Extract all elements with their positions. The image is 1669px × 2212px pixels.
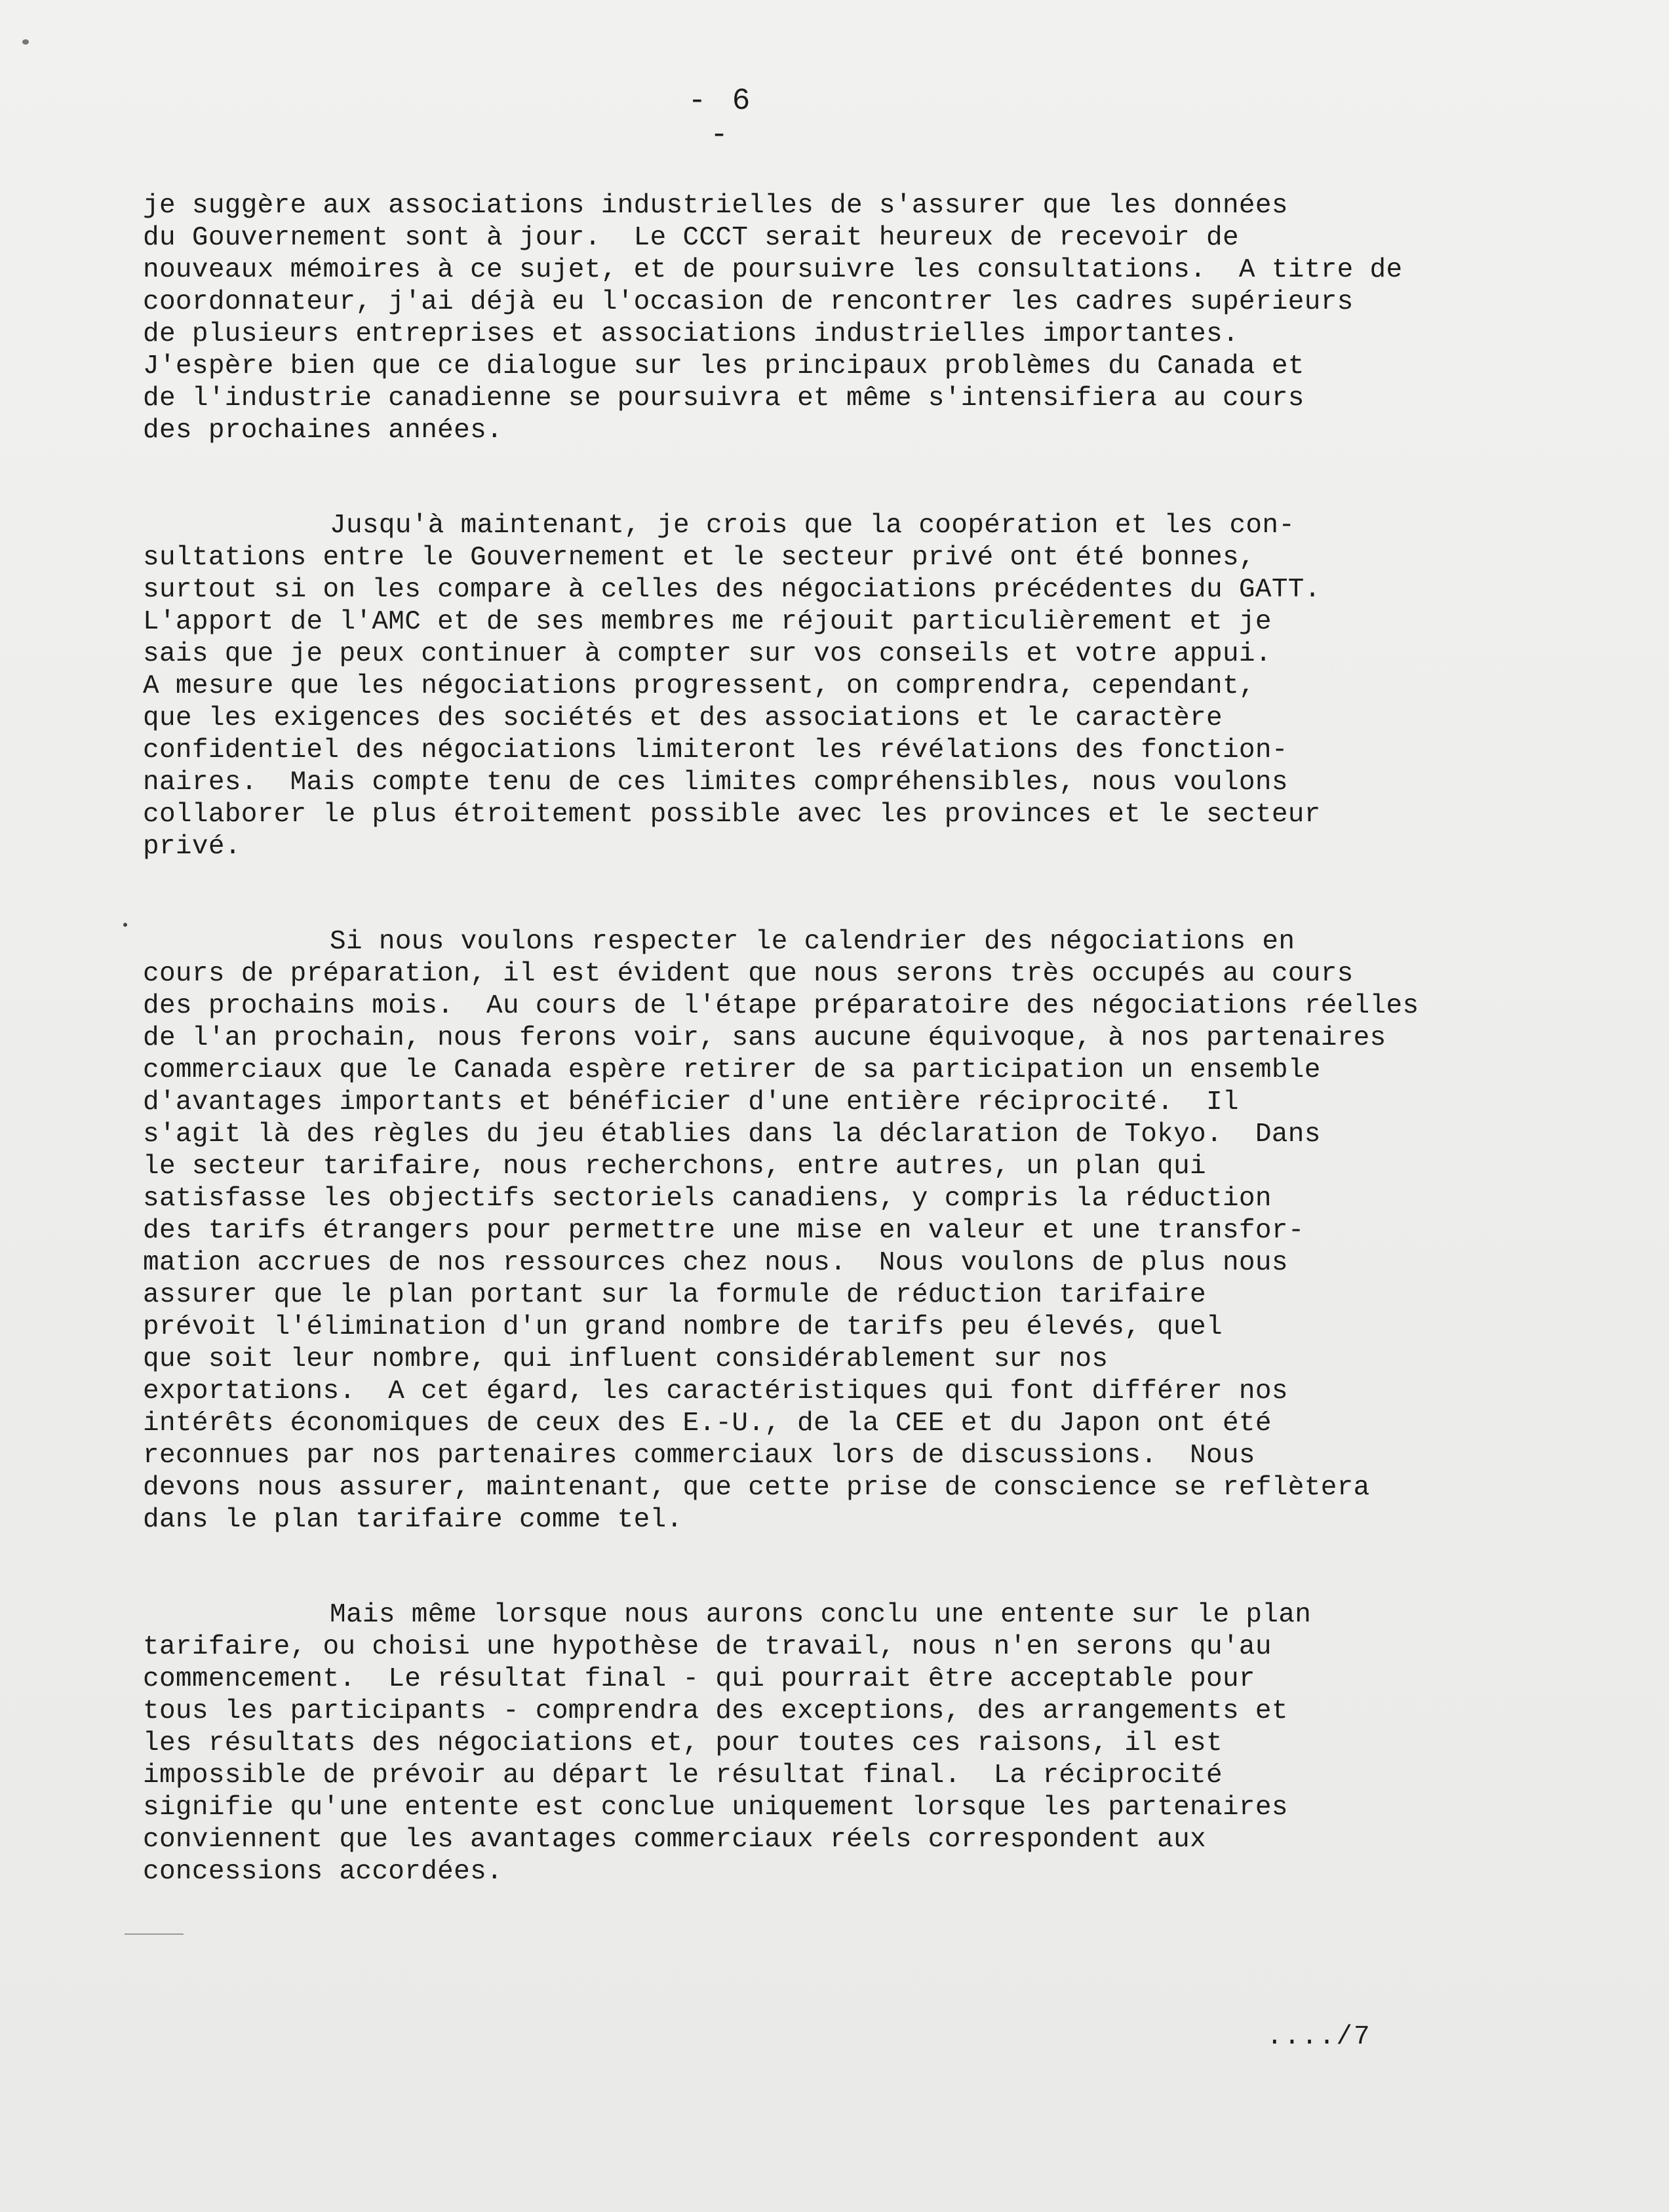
- text-line: nouveaux mémoires à ce sujet, et de poursuivre les consultations. A titre de: [143, 255, 1403, 285]
- text-line: surtout si on les compare à celles des négociations précédentes du GATT.: [143, 575, 1321, 605]
- text-line: Si nous voulons respecter le calendrier des négociations en: [330, 927, 1295, 957]
- text-line: L'apport de l'AMC et de ses membres me réjouit particulièrement et je: [143, 607, 1272, 637]
- text-line: le secteur tarifaire, nous recherchons, entre autres, un plan qui: [143, 1152, 1207, 1182]
- text-line: je suggère aux associations industrielles de s'assurer que les données: [143, 191, 1288, 221]
- text-line: assurer que le plan portant sur la formule de réduction tarifaire: [143, 1280, 1207, 1310]
- text-line: J'espère bien que ce dialogue sur les principaux problèmes du Canada et: [143, 351, 1305, 381]
- margin-dot: [123, 923, 127, 927]
- text-line: des tarifs étrangers pour permettre une mise en valeur et une transfor-: [143, 1216, 1305, 1246]
- text-line: Jusqu'à maintenant, je crois que la coopération et les con-: [330, 511, 1295, 541]
- text-line: sultations entre le Gouvernement et le secteur privé ont été bonnes,: [143, 543, 1255, 573]
- text-line: concessions accordées.: [143, 1857, 503, 1887]
- page-number: - 6 -: [688, 84, 755, 152]
- text-line: naires. Mais compte tenu de ces limites compréhensibles, nous voulons: [143, 767, 1288, 798]
- text-line: coordonnateur, j'ai déjà eu l'occasion de rencontrer les cadres supérieurs: [143, 287, 1354, 317]
- text-line: satisfasse les objectifs sectoriels canadiens, y compris la réduction: [143, 1184, 1272, 1214]
- text-line: de plusieurs entreprises et associations industrielles importantes.: [143, 319, 1239, 349]
- text-line: des prochains mois. Au cours de l'étape préparatoire des négociations réelles: [143, 991, 1419, 1021]
- text-line: que les exigences des sociétés et des associations et le caractère: [143, 703, 1223, 733]
- continuation-marker: ..../7: [1266, 2022, 1371, 2052]
- text-line: cours de préparation, il est évident que nous serons très occupés au cours: [143, 959, 1354, 989]
- paragraph: [143, 1599, 1454, 1888]
- text-line: signifie qu'une entente est conclue uniquement lorsque les partenaires: [143, 1793, 1288, 1823]
- text-line: impossible de prévoir au départ le résultat final. La réciprocité: [143, 1760, 1223, 1791]
- corner-speck: [22, 39, 29, 45]
- text-line: exportations. A cet égard, les caractéristiques qui font différer nos: [143, 1376, 1288, 1407]
- text-line: tarifaire, ou choisi une hypothèse de travail, nous n'en serons qu'au: [143, 1632, 1272, 1662]
- text-line: les résultats des négociations et, pour toutes ces raisons, il est: [143, 1728, 1223, 1758]
- text-line: des prochaines années.: [143, 416, 503, 446]
- text-line: d'avantages importants et bénéficier d'une entière réciprocité. Il: [143, 1087, 1239, 1117]
- text-line: A mesure que les négociations progressent, on comprendra, cependant,: [143, 671, 1255, 701]
- text-line: commencement. Le résultat final - qui pourrait être acceptable pour: [143, 1664, 1255, 1694]
- text-line: de l'industrie canadienne se poursuivra et même s'intensifiera au cours: [143, 383, 1305, 414]
- text-line: tous les participants - comprendra des exceptions, des arrangements et: [143, 1696, 1288, 1726]
- paragraph: [143, 926, 1454, 1536]
- text-line: du Gouvernement sont à jour. Le CCCT serait heureux de recevoir de: [143, 223, 1239, 253]
- text-line: sais que je peux continuer à compter sur vos conseils et votre appui.: [143, 639, 1272, 669]
- text-line: de l'an prochain, nous ferons voir, sans aucune équivoque, à nos partenaires: [143, 1023, 1386, 1053]
- text-line: commerciaux que le Canada espère retirer de sa participation un ensemble: [143, 1055, 1321, 1085]
- text-line: prévoit l'élimination d'un grand nombre de tarifs peu élevés, quel: [143, 1312, 1223, 1342]
- text-line: s'agit là des règles du jeu établies dans la déclaration de Tokyo. Dans: [143, 1119, 1321, 1150]
- text-line: privé.: [143, 832, 241, 862]
- paragraph: [143, 190, 1454, 447]
- paragraph: [143, 510, 1454, 863]
- text-line: dans le plan tarifaire comme tel.: [143, 1505, 683, 1535]
- text-line: intérêts économiques de ceux des E.-U., de la CEE et du Japon ont été: [143, 1408, 1272, 1439]
- body-text: [143, 190, 1454, 1951]
- text-line: conviennent que les avantages commerciaux réels correspondent aux: [143, 1825, 1207, 1855]
- text-line: reconnues par nos partenaires commerciaux lors de discussions. Nous: [143, 1441, 1255, 1471]
- text-line: que soit leur nombre, qui influent considérablement sur nos: [143, 1344, 1109, 1374]
- text-line: devons nous assurer, maintenant, que cette prise de conscience se reflètera: [143, 1473, 1370, 1503]
- text-line: Mais même lorsque nous aurons conclu une entente sur le plan: [330, 1600, 1312, 1630]
- text-line: collaborer le plus étroitement possible avec les provinces et le secteur: [143, 800, 1321, 830]
- text-line: confidentiel des négociations limiteront les révélations des fonction-: [143, 735, 1288, 766]
- bottom-rule: [125, 1933, 184, 1935]
- text-line: mation accrues de nos ressources chez nous. Nous voulons de plus nous: [143, 1248, 1288, 1278]
